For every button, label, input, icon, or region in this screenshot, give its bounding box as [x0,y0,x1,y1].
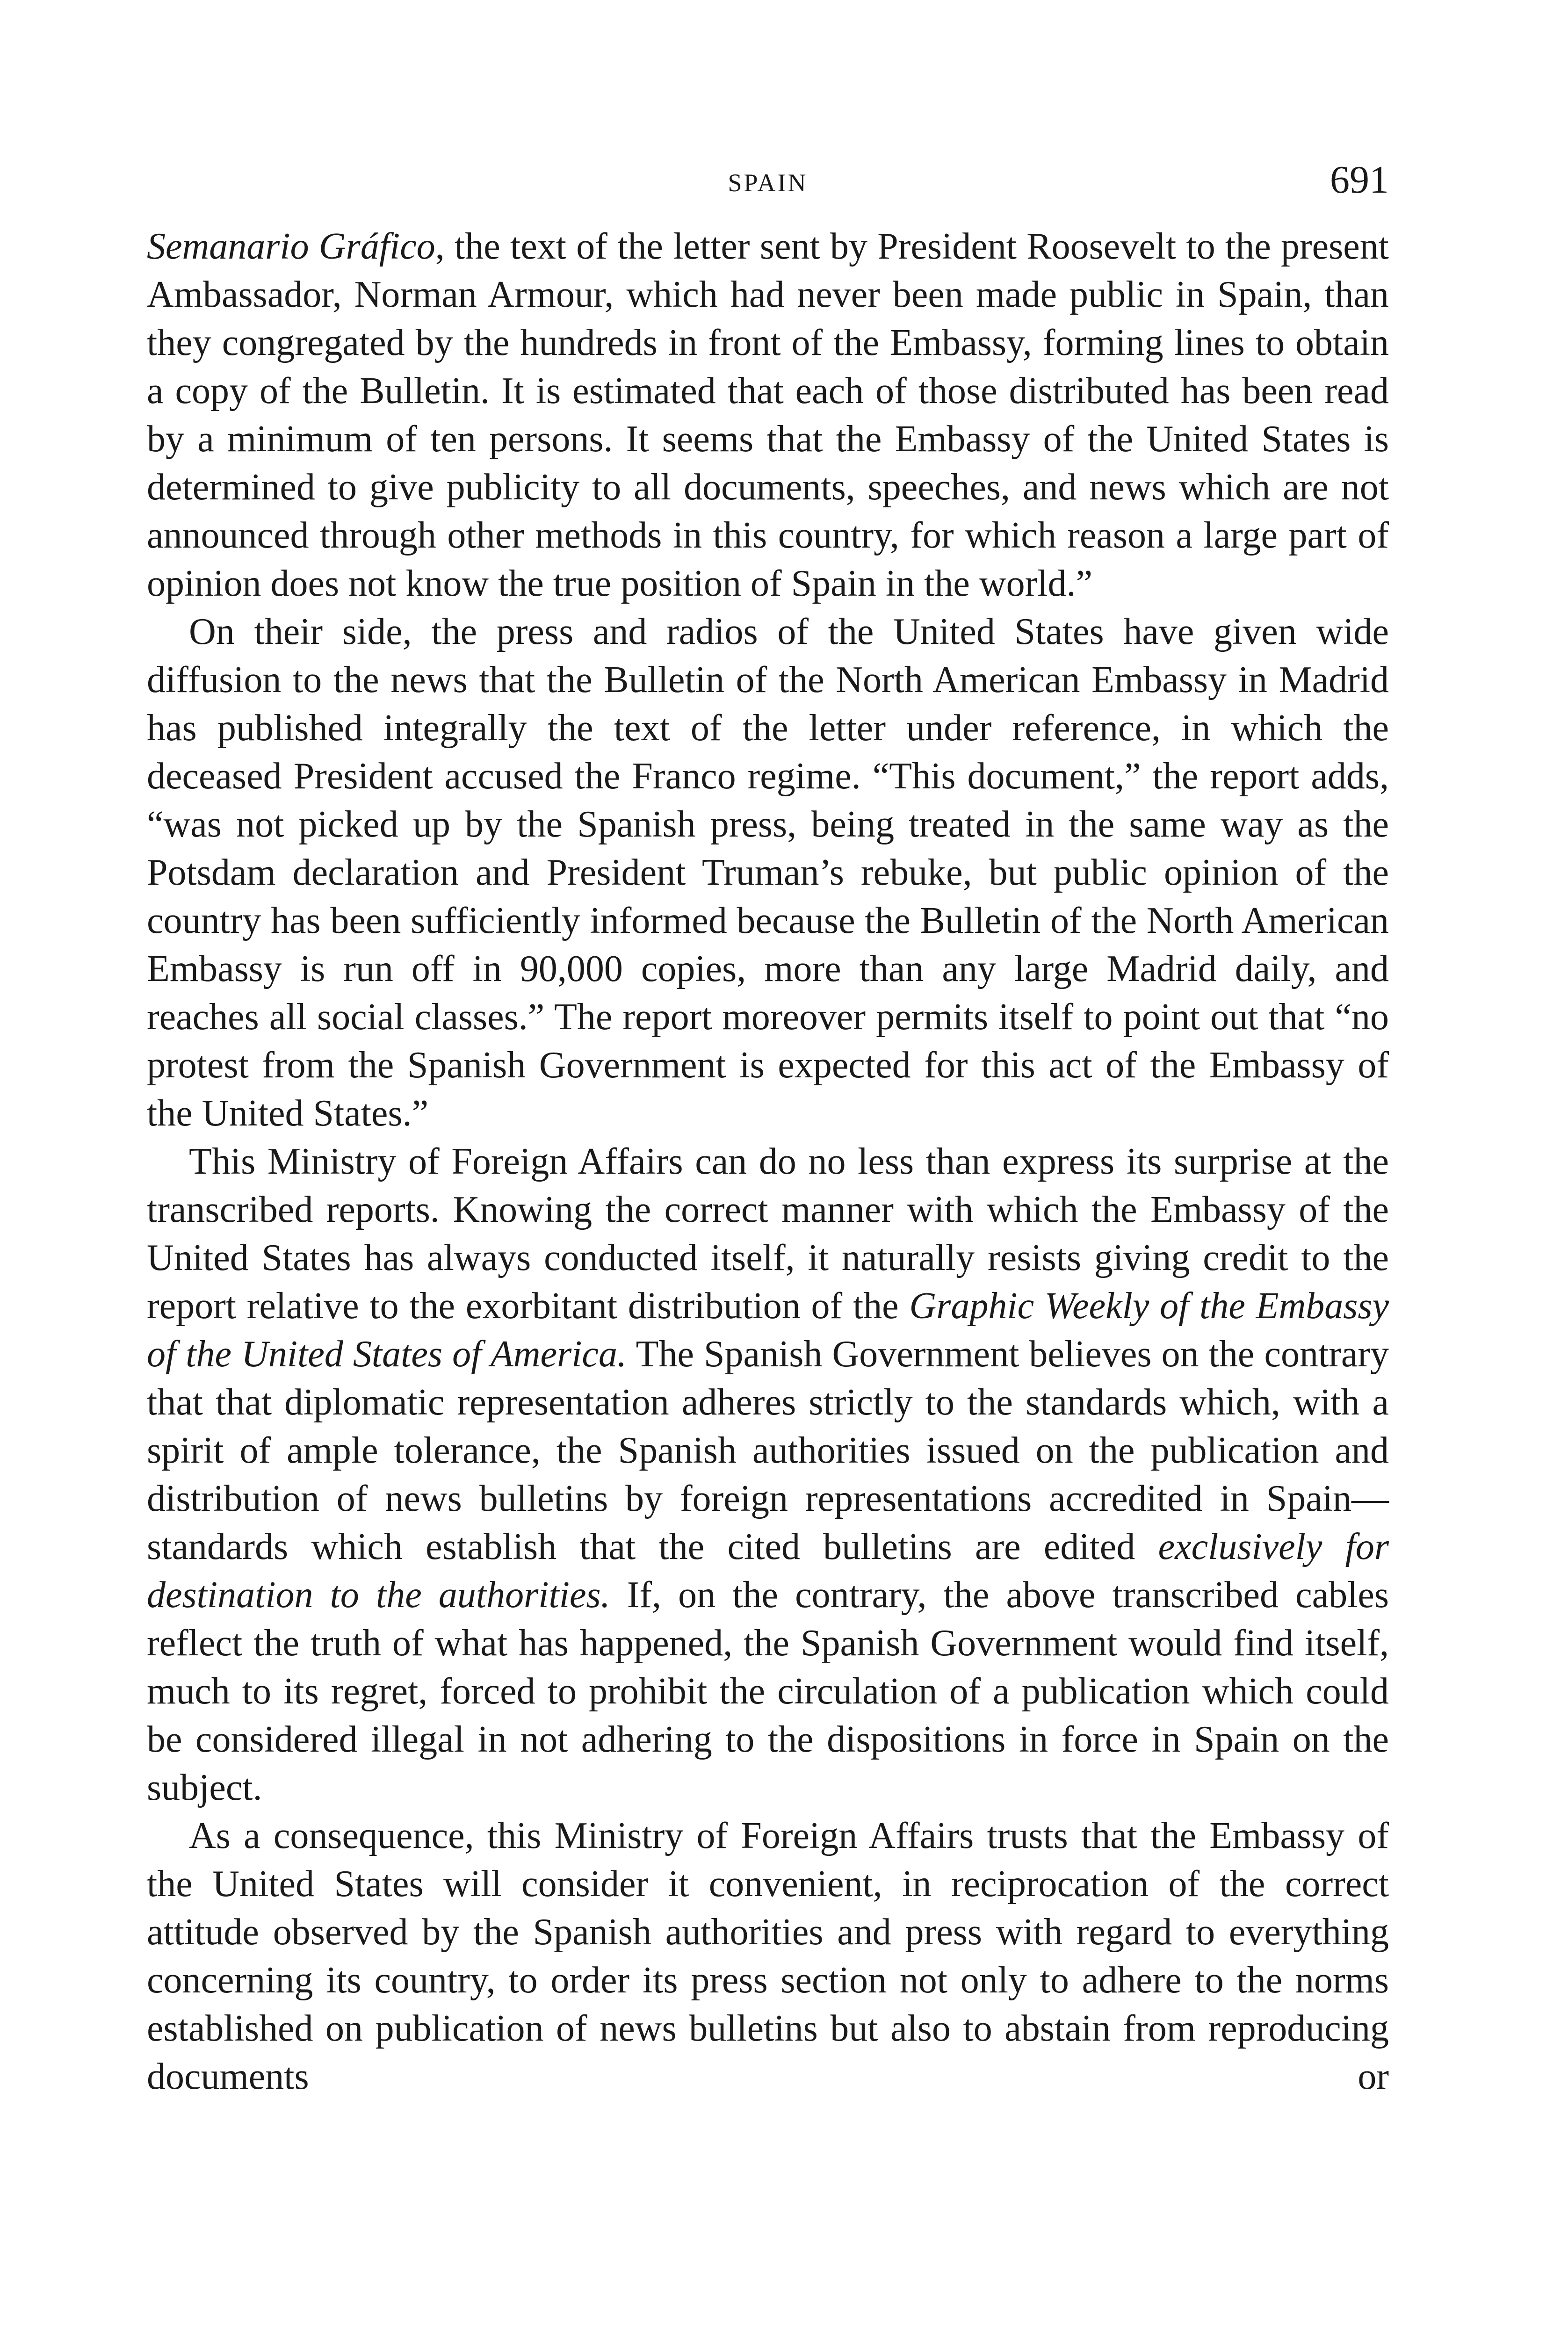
running-head: SPAIN [728,169,808,197]
paragraph-1 [147,223,1389,608]
paragraph-3-segment-2: Graphic Weekly of the Embassy of the United States of America. [147,1285,1389,1375]
page-header [147,154,1389,210]
paragraph-2-segment-1: On their side, the press and radios of the United States have given wide diffusion to the news that the Bulletin of the North American Embassy in Madrid has published integrally the text of the letter under reference, in which the deceased President accused the Franco regime. “This document,” the report adds, “was not picked up by the Spanish press, being treated in the same way as the Potsdam declaration and President Truman’s rebuke, but public opinion of the country has been sufficiently informed because the Bulletin of the North American Embassy is run off in 90,000 copies, more than any large Madrid daily, and reaches all social classes.” The report moreover permits itself to point out that “no protest from the Spanish Government is expected for this act of the Embassy of the United States.” [147,611,1389,1134]
paragraph-1-segment-1: Semanario Gráfico [147,226,435,267]
paragraph-3 [147,1138,1389,1812]
paragraph-4-segment-1: As a consequence, this Ministry of Foreign Affairs trusts that the Embassy of the United States will consider it convenient, in reciprocation of the correct attitude observed by the Spanish authorities and press with regard to everything concerning its country, to order its press section not only to adhere to the norms established on publication of news bulletins but also to abstain from reproducing documents or [147,1815,1389,2097]
page-number: 691 [1330,158,1389,202]
paragraph-3-segment-4: exclusively for destination to the authorities. [147,1526,1389,1616]
paragraph-3-segment-3: The Spanish Government believes on the contrary that that diplomatic representation adheres strictly to the standards which, with a spirit of ample tolerance, the Spanish authorities issued on the publication and distribution of news bulletins by foreign representations accredited in Spain—standards which establish that the cited bulletins are edited [147,1334,1389,1567]
paragraph-4 [147,1812,1389,2101]
body-text [147,223,1389,2101]
paragraph-3-segment-5: If, on the contrary, the above transcribed cables reflect the truth of what has happened, the Spanish Government would find itself, much to its regret, forced to prohibit the circulation of a publication which could be considered illegal in not adhering to the dispositions in force in Spain on the subject. [147,1574,1389,1808]
paragraph-1-segment-2: , the text of the letter sent by President Roosevelt to the present Ambassador, Norman Armour, which had never been made public in Spain, than they congregated by the hundreds in front of the Embassy, forming lines to obtain a copy of the Bulletin. It is estimated that each of those distributed has been read by a minimum of ten persons. It seems that the Embassy of the United States is determined to give publicity to all documents, speeches, and news which are not announced through other methods in this country, for which reason a large part of opinion does not know the true position of Spain in the world.” [147,226,1389,604]
paragraph-2 [147,608,1389,1138]
document-page [147,154,1389,2101]
paragraph-3-segment-1: This Ministry of Foreign Affairs can do no less than express its surprise at the transcribed reports. Knowing the correct manner with which the Embassy of the United States has always conducted itself, it naturally resists giving credit to the report relative to the exorbitant distribution of the [147,1141,1389,1327]
